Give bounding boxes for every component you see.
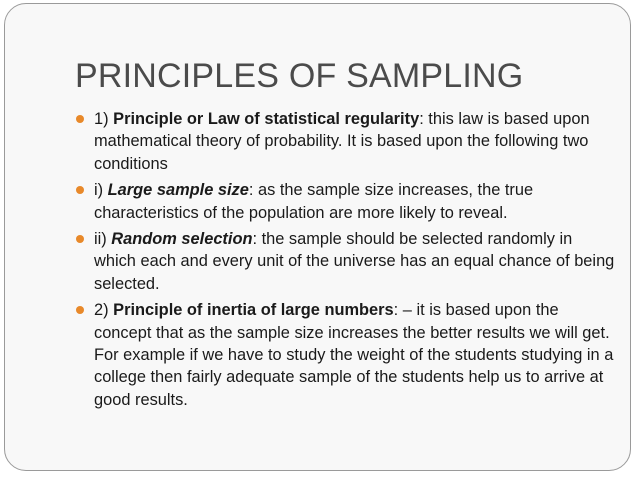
bullet-prefix: i) bbox=[94, 181, 108, 200]
slide-frame bbox=[4, 3, 631, 471]
bullet-text: : this law is based upon mathematical theory of probability. It is based upon the following two conditions bbox=[94, 110, 590, 173]
bullet-emphasis: Random selection bbox=[111, 230, 253, 249]
bullet-item bbox=[75, 228, 615, 295]
bullet-emphasis: Principle of inertia of large numbers bbox=[113, 301, 394, 320]
bullet-dot-icon bbox=[76, 306, 84, 314]
slide-title: PRINCIPLES OF SAMPLING bbox=[75, 57, 524, 95]
bullet-dot-icon bbox=[76, 186, 84, 194]
bullet-list bbox=[75, 108, 615, 415]
bullet-text: : as the sample size increases, the true characteristics of the population are more likely to reveal. bbox=[94, 181, 534, 222]
bullet-item bbox=[75, 108, 615, 175]
bullet-item bbox=[75, 179, 615, 224]
bullet-prefix: ii) bbox=[94, 230, 112, 249]
bullet-prefix: 2) bbox=[94, 301, 114, 320]
bullet-item bbox=[75, 299, 615, 411]
bullet-emphasis: Large sample size bbox=[107, 181, 249, 200]
bullet-text: : the sample should be selected randomly in which each and every unit of the universe has an equal chance of being selected. bbox=[94, 230, 615, 293]
bullet-text: : – it is based upon the concept that as the sample size increases the better results we will get. For example if we have to study the weight of the students studying in a college then fairly adequate sample of the students help us to arrive at good results. bbox=[94, 301, 614, 409]
bullet-dot-icon bbox=[76, 235, 84, 243]
bullet-dot-icon bbox=[76, 115, 84, 123]
bullet-prefix: 1) bbox=[94, 110, 114, 128]
bullet-emphasis: Principle or Law of statistical regularity bbox=[113, 110, 420, 128]
